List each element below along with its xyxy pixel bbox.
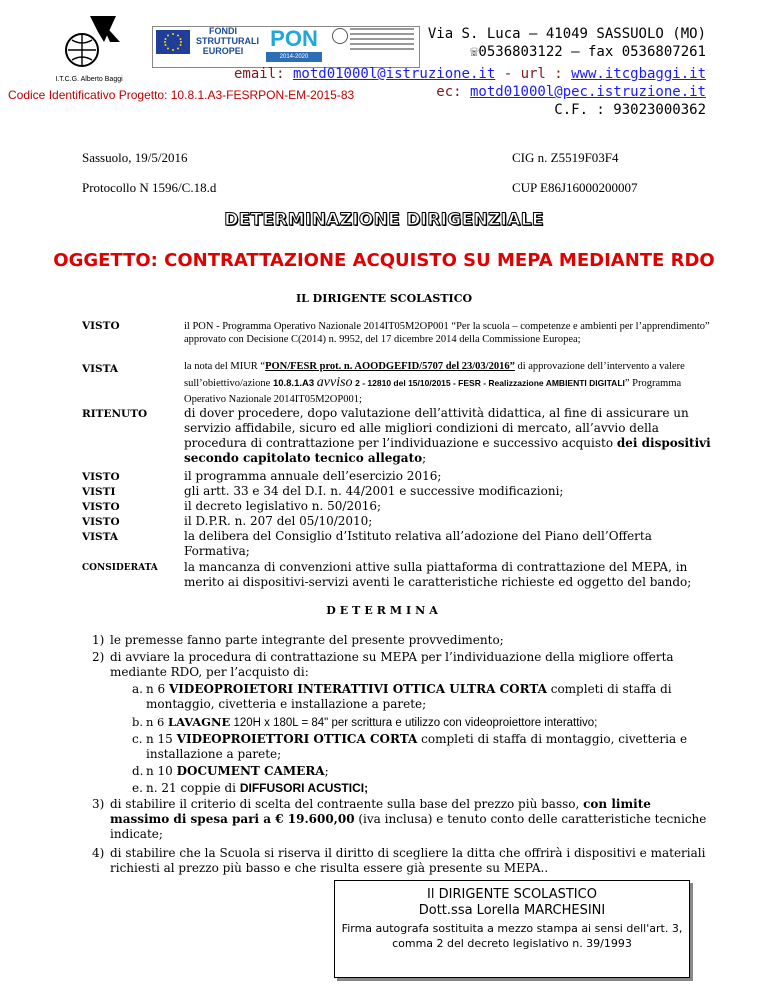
signature-name: Dott.ssa Lorella MARCHESINI <box>418 903 606 918</box>
ritenuto-label: RITENUTO <box>82 408 148 420</box>
email-url-line <box>234 66 706 82</box>
list-sub-item: e. n. 21 coppie di DIFFUSORI ACUSTICI; <box>132 781 369 795</box>
considerata-text: la mancanza di convenzioni attive sulla piattaforma di contrattazione del MEPA, in merito ai dispositivi-servizi aventi le caratteristiche richieste ed oggetto del bando; <box>184 560 692 589</box>
determina-heading: DETERMINA <box>326 604 442 617</box>
list-sub-item: a. n 6 VIDEOPROIETORI INTERATTIVI OTTICA ULTRA CORTA completi di staffa di montaggio, civetteria e installazione a parete; <box>132 682 672 711</box>
considerata-label: CONSIDERATA <box>82 563 158 573</box>
document-subject: OGGETTO: CONTRATTAZIONE ACQUISTO SU MEPA MEDIANTE RDO <box>53 250 715 271</box>
document-title: DETERMINAZIONE DIRIGENZIALE <box>224 210 544 230</box>
email-label: email: <box>233 66 293 82</box>
signature-note: Firma autografa sostituita a mezzo stampa ai sensi dell'art. 3, comma 2 del decreto legislativo n. 39/1993 <box>341 922 683 950</box>
dirigente-heading: IL DIRIGENTE SCOLASTICO <box>295 292 473 305</box>
school-logo-icon <box>60 12 122 74</box>
school-address: Via S. Luca – 41049 SASSUOLO (MO) <box>427 26 706 42</box>
list-item: 2) di avviare la procedura di contrattazione su MEPA per l’individuazione della migliore offerta mediante RDO, per l’acquisto di: <box>92 650 674 679</box>
fondi-strutturali-logo: FONDI STRUTTURALI EUROPEI <box>196 26 259 56</box>
ritenuto-text: di dover procedere, dopo valutazione dell’attività didattica, al fine di assicurare un servizio affidabile, sicuro ed alle migliori condizioni di mercato, all’avvio della procedura di contrattazione per l’individuazione e successivo acquisto dei dispositivi secondo capitolato tecnico allegato; <box>184 406 711 465</box>
list-item: 1) le premesse fanno parte integrante del presente provvedimento; <box>92 633 504 647</box>
pec-label: ec: <box>436 84 470 100</box>
cup-code: CUP E86J16000200007 <box>512 180 638 195</box>
vista-label: VISTA <box>82 363 119 375</box>
protocol-number: Protocollo N 1596/C.18.d <box>82 180 217 195</box>
visto-text: il decreto legislativo n. 50/2016; <box>184 499 382 513</box>
vista-label: VISTA <box>82 531 119 543</box>
email-link[interactable]: motd01000l@istruzione.it <box>292 66 496 82</box>
visto-label: VISTO <box>82 320 120 332</box>
vista-text: la nota del MIUR “PON/FESR prot. n. AOODGEFID/5707 del 23/03/2016” di approvazione dell’intervento a valere sull’obiettivo/azione 10.8.1.A3 avviso 2 - 12810 del 15/10/2015 - FESR - Realizzazione AMBIENTI DIGITALI” Programma Operativo Nazionale 2014IT05M2OP001; <box>184 361 685 405</box>
visto-label: VISTO <box>82 516 120 528</box>
place-date: Sassuolo, 19/5/2016 <box>82 150 188 165</box>
vista-text: la delibera del Consiglio d’Istituto relativa all’adozione del Piano dell’Offerta Formativa; <box>184 529 652 558</box>
eu-flag-icon <box>156 30 190 54</box>
ministry-crest-icon <box>332 28 348 44</box>
website-link[interactable]: www.itcgbaggi.it <box>571 66 706 82</box>
list-item: 3) di stabilire il criterio di scelta del contraente sulla base del prezzo più basso, con limite massimo di spesa pari a € 19.600,00 (iva inclusa) e tenuto conto delle caratteristiche tecniche indicate; <box>92 797 707 841</box>
cig-code: CIG n. Z5519F03F4 <box>512 150 619 165</box>
signature-box <box>334 880 690 978</box>
pec-link[interactable]: motd01000l@pec.istruzione.it <box>469 84 706 100</box>
project-code: Codice Identificativo Progetto: 10.8.1.A3-FESRPON-EM-2015-83 <box>8 88 355 102</box>
visto-text: il D.P.R. n. 207 del 05/10/2010; <box>184 514 373 528</box>
url-label: - url : <box>495 66 572 82</box>
visti-text: gli artt. 33 e 34 del D.I. n. 44/2001 e successive modificazioni; <box>184 484 564 498</box>
list-sub-item: b. n 6 LAVAGNE 120H x 180L = 84" per scrittura e utilizzo con videoproiettore interattivo; <box>132 715 598 729</box>
ministry-text-lines <box>350 28 414 54</box>
list-sub-item: d. n 10 DOCUMENT CAMERA; <box>132 764 329 778</box>
visto-label: VISTO <box>82 501 120 513</box>
pec-line <box>436 84 706 100</box>
visti-label: VISTI <box>82 486 116 498</box>
visto-label: VISTO <box>82 471 120 483</box>
list-item: 4) di stabilire che la Scuola si riserva il diritto di scegliere la ditta che offrirà i dispositivi e materiali richiesti al prezzo più basso e che risulta essere già presente su MEPA.. <box>92 846 706 875</box>
school-logo-text: I.T.C.G. Alberto Baggi <box>55 76 123 83</box>
signature-role: Il DIRIGENTE SCOLASTICO <box>427 887 597 902</box>
visto-text: il programma annuale dell’esercizio 2016; <box>184 469 442 483</box>
strip-caption <box>156 58 416 64</box>
school-phone-fax: ☏0536803122 – fax 0536807261 <box>469 44 706 60</box>
codice-fiscale: C.F. : 93023000362 <box>554 102 706 118</box>
list-sub-item: c. n 15 VIDEOPROIETTORI OTTICA CORTA completi di staffa di montaggio, civetteria e installazione a parete; <box>132 732 688 761</box>
visto-text: il PON - Programma Operativo Nazionale 2014IT05M2OP001 “Per la scuola – competenze e ambienti per l’apprendimento” approvato con Decisione C(2014) n. 9952, del 17 dicembre 2014 della Commissione Europea; <box>184 321 710 345</box>
pon-years: 2014-2020 <box>266 52 322 62</box>
pon-logo: PON <box>270 26 318 51</box>
